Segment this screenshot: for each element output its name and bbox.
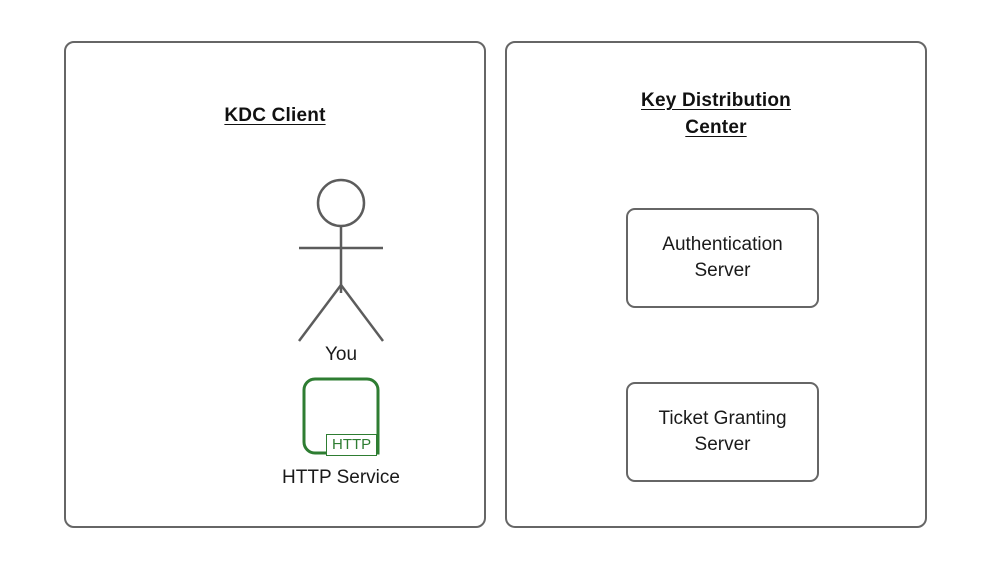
authentication-server-label-line1: Authentication [662,234,783,255]
authentication-server-box [626,208,819,308]
stick-figure-group [271,163,411,365]
http-badge: HTTP [326,434,377,456]
panel-kdc-client [64,41,486,528]
panel-key-distribution-center [505,41,927,528]
http-service-caption: HTTP Service [282,467,400,488]
stick-figure-label: You [324,344,358,365]
authentication-server-label-line2: Server [694,260,751,281]
panel-kdc-title-line2: Center [685,117,747,138]
ticket-granting-server-label-line1: Ticket Granting [658,408,787,429]
panel-kdc-title-line1: Key Distribution [641,90,791,111]
panel-kdc-title [507,87,925,141]
stick-figure-icon [271,163,411,343]
panel-kdc-client-title-text: KDC Client [224,105,326,126]
ticket-granting-server-label-line2: Server [694,434,751,455]
panel-kdc-client-title [66,102,484,129]
http-service-group [256,376,426,496]
ticket-granting-server-box [626,382,819,482]
